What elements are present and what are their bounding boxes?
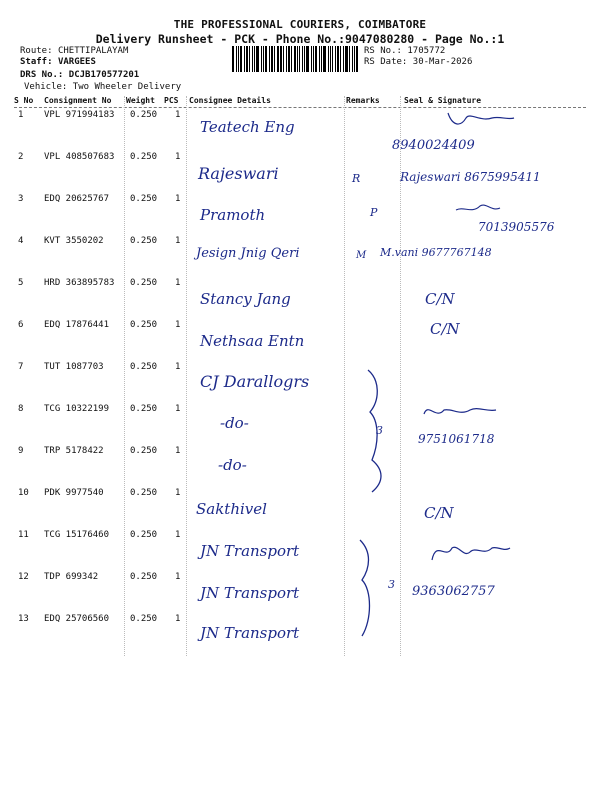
rs-meta: [364, 46, 472, 68]
vehicle-value: Two Wheeler Delivery: [72, 82, 182, 92]
rs-no-line: [364, 46, 472, 57]
row-weight: 0.250: [130, 488, 158, 498]
handwritten-consignee: JN Transport: [200, 542, 300, 560]
row-sno: 7: [18, 362, 24, 372]
row-sno: 6: [18, 320, 24, 330]
barcode: [232, 46, 360, 72]
barcode-bar: [335, 46, 336, 72]
row-weight: 0.250: [130, 278, 158, 288]
row-weight: 0.250: [130, 362, 158, 372]
rs-date-label: RS Date:: [364, 57, 408, 67]
barcode-bar: [246, 46, 248, 72]
handwritten-signature-note: 9751061718: [418, 432, 495, 446]
row-sno: 8: [18, 404, 24, 414]
row-sno: 12: [18, 572, 29, 582]
table-row: [14, 404, 586, 446]
barcode-bar: [332, 46, 334, 72]
rs-date-line: [364, 57, 472, 68]
row-weight: 0.250: [130, 194, 158, 204]
handwritten-consignee: CJ Darallogrs: [200, 372, 310, 391]
barcode-bar: [240, 46, 243, 72]
barcode-bar: [277, 46, 279, 72]
barcode-bar: [283, 46, 284, 72]
barcode-bar: [265, 46, 267, 72]
handwritten-signature-note: C/N: [430, 320, 460, 338]
row-pcs: 1: [175, 488, 181, 498]
row-weight: 0.250: [130, 404, 158, 414]
route-line: [20, 46, 128, 57]
handwritten-consignee: -do-: [218, 456, 247, 474]
barcode-bar: [349, 46, 351, 72]
row-consignment: VPL 971994183: [44, 110, 115, 120]
barcode-bar: [319, 46, 321, 72]
barcode-bar: [269, 46, 270, 72]
barcode-bar: [340, 46, 341, 72]
barcode-bar: [263, 46, 264, 72]
row-sno: 1: [18, 110, 24, 120]
row-sno: 9: [18, 446, 24, 456]
row-pcs: 1: [175, 404, 181, 414]
table-row: [14, 110, 586, 152]
handwritten-consignee: Pramoth: [200, 206, 266, 224]
barcode-bar: [236, 46, 237, 72]
barcode-bar: [280, 46, 282, 72]
barcode-bar: [274, 46, 275, 72]
handwritten-signature-note: 9363062757: [412, 584, 495, 599]
handwritten-remark: M: [356, 250, 367, 261]
handwritten-signature-note: C/N: [424, 504, 454, 522]
row-pcs: 1: [175, 530, 181, 540]
row-pcs: 1: [175, 446, 181, 456]
barcode-bar: [232, 46, 234, 72]
barcode-bar: [297, 46, 298, 72]
row-weight: 0.250: [130, 614, 158, 624]
handwritten-consignee: Stancy Jang: [200, 290, 291, 308]
handwritten-signature-note: Rajeswari 8675995411: [400, 170, 541, 184]
route-value: CHETTIPALAYAM: [57, 46, 129, 56]
handwritten-signature-note: M.vani 9677767148: [380, 246, 492, 259]
row-consignment: TUT 1087703: [44, 362, 104, 372]
row-sno: 2: [18, 152, 24, 162]
row-pcs: 1: [175, 572, 181, 582]
table-row: [14, 572, 586, 614]
row-consignment: HRD 363895783: [44, 278, 115, 288]
table-row: [14, 278, 586, 320]
route-label: Route:: [20, 46, 53, 56]
handwritten-signature-note: 8940024409: [392, 138, 475, 153]
barcode-bar: [313, 46, 314, 72]
barcode-bar: [244, 46, 245, 72]
handwritten-consignee: Nethsaa Entn: [200, 332, 305, 350]
rs-no-value: 1705772: [407, 46, 446, 56]
drs-line: [20, 70, 139, 81]
barcode-bar: [311, 46, 312, 72]
barcode-bar: [299, 46, 300, 72]
col-pcs: PCS: [164, 96, 179, 105]
barcode-bar: [345, 46, 348, 72]
staff-label: Staff:: [20, 57, 53, 67]
row-consignment: VPL 408507683: [44, 152, 115, 162]
handwritten-consignee: JN Transport: [200, 584, 300, 602]
drs-label: DRS No.:: [20, 70, 64, 80]
handwritten-consignee: Jesign Jnig Qeri: [196, 246, 300, 261]
company-title: THE PROFESSIONAL COURIERS, COIMBATORE: [173, 18, 427, 31]
row-weight: 0.250: [130, 320, 158, 330]
handwritten-remark: 3: [388, 578, 395, 591]
handwritten-consignee: Teatech Eng: [200, 118, 295, 136]
row-sno: 4: [18, 236, 24, 246]
handwritten-consignee: Rajeswari: [198, 164, 279, 183]
row-consignment: EDQ 25706560: [44, 614, 110, 624]
handwritten-signature-note: 7013905576: [478, 220, 555, 234]
row-consignment: KVT 3550202: [44, 236, 104, 246]
drs-value: DCJB170577201: [68, 70, 140, 80]
row-weight: 0.250: [130, 572, 158, 582]
barcode-bar: [356, 46, 358, 72]
row-sno: 10: [18, 488, 29, 498]
row-sno: 5: [18, 278, 24, 288]
row-weight: 0.250: [130, 152, 158, 162]
barcode-bar: [343, 46, 344, 72]
row-weight: 0.250: [130, 446, 158, 456]
staff-line: [20, 57, 96, 68]
row-pcs: 1: [175, 320, 181, 330]
col-remarks: Remarks: [346, 96, 380, 105]
col-seal: Seal & Signature: [404, 96, 482, 105]
table-row: [14, 446, 586, 488]
row-weight: 0.250: [130, 236, 158, 246]
row-pcs: 1: [175, 278, 181, 288]
rs-no-label: RS No.:: [364, 46, 402, 56]
row-pcs: 1: [175, 362, 181, 372]
barcode-bar: [321, 46, 322, 72]
barcode-bar: [352, 46, 353, 72]
row-pcs: 1: [175, 152, 181, 162]
handwritten-remark: R: [352, 172, 361, 185]
row-consignment: TDP 699342: [44, 572, 99, 582]
row-consignment: EDQ 17876441: [44, 320, 110, 330]
row-pcs: 1: [175, 236, 181, 246]
row-consignment: TCG 10322199: [44, 404, 110, 414]
barcode-bar: [286, 46, 287, 72]
barcode-bar: [291, 46, 292, 72]
barcode-bar: [315, 46, 317, 72]
handwritten-consignee: JN Transport: [200, 624, 300, 642]
table-row: [14, 236, 586, 278]
vehicle-line: [24, 82, 181, 93]
barcode-bar: [294, 46, 296, 72]
barcode-bar: [256, 46, 259, 72]
handwritten-consignee: Sakthivel: [196, 500, 267, 518]
col-weight: Weight: [126, 96, 155, 105]
row-sno: 13: [18, 614, 29, 624]
row-consignment: EDQ 20625767: [44, 194, 110, 204]
barcode-bar: [302, 46, 304, 72]
header-divider: [14, 107, 586, 108]
barcode-bar: [238, 46, 239, 72]
row-sno: 3: [18, 194, 24, 204]
barcode-bar: [306, 46, 309, 72]
barcode-bar: [354, 46, 355, 72]
barcode-bar: [254, 46, 256, 72]
row-pcs: 1: [175, 194, 181, 204]
rs-date-value: 30-Mar-2026: [412, 57, 473, 67]
row-weight: 0.250: [130, 530, 158, 540]
barcode-bar: [323, 46, 326, 72]
row-pcs: 1: [175, 614, 181, 624]
col-consignment: Consignment No: [44, 96, 112, 105]
row-consignment: TRP 5178422: [44, 446, 104, 456]
row-consignment: PDK 9977540: [44, 488, 104, 498]
barcode-bar: [252, 46, 253, 72]
handwritten-signature-note: C/N: [425, 290, 455, 308]
barcode-bar: [261, 46, 262, 72]
table-row: [14, 614, 586, 656]
table-row: [14, 530, 586, 572]
barcode-bar: [328, 46, 329, 72]
row-consignment: TCG 15176460: [44, 530, 110, 540]
barcode-bar: [304, 46, 305, 72]
barcode-bar: [288, 46, 291, 72]
row-sno: 11: [18, 530, 29, 540]
handwritten-remark: 3: [376, 424, 383, 437]
barcode-bar: [330, 46, 331, 72]
col-sno: S No: [14, 96, 34, 105]
barcode-bar: [249, 46, 250, 72]
staff-value: VARGEES: [57, 57, 96, 67]
row-weight: 0.250: [130, 110, 158, 120]
table-row: [14, 488, 586, 530]
vehicle-label: Vehicle:: [24, 82, 68, 92]
handwritten-remark: P: [370, 206, 378, 219]
row-pcs: 1: [175, 110, 181, 120]
runsheet-subtitle: Delivery Runsheet - PCK - Phone No.:9047080280 - Page No.:1: [95, 32, 505, 46]
col-consignee: Consignee Details: [189, 96, 271, 105]
barcode-bar: [337, 46, 339, 72]
handwritten-consignee: -do-: [220, 414, 249, 432]
barcode-bar: [271, 46, 274, 72]
